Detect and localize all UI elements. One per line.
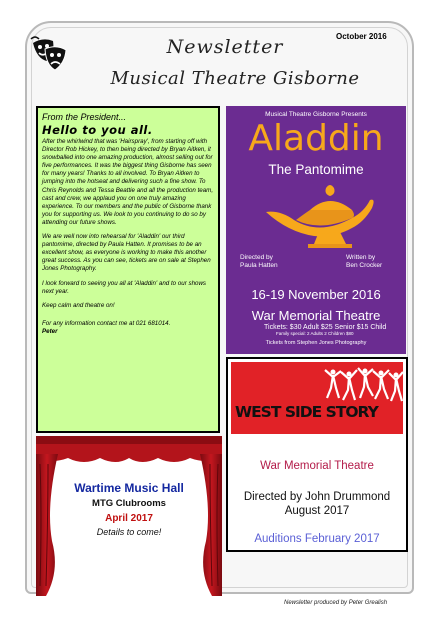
wss-director: Directed by John Drummond August 2017 xyxy=(243,491,391,517)
organisation-title: Musical Theatre Gisborne xyxy=(110,68,360,89)
aladdin-presents: Musical Theatre Gisborne Presents xyxy=(265,111,367,118)
wss-venue: War Memorial Theatre xyxy=(260,460,374,472)
magic-lamp-icon xyxy=(260,182,380,250)
aladdin-ticket-prices: Tickets: $30 Adult $25 Senior $15 Child xyxy=(264,324,387,331)
dancers-silhouette-icon xyxy=(323,366,403,406)
wartime-details: Details to come! xyxy=(96,527,162,537)
aladdin-venue: War Memorial Theatre xyxy=(251,308,381,323)
wss-auditions: Auditions February 2017 xyxy=(254,533,380,545)
president-heading: From the President... xyxy=(42,112,127,122)
west-side-story-box xyxy=(226,357,408,552)
president-paragraph: We are well now into rehearsal for 'Aladdin' our third pantomime, directed by Paula Hatten. It promises to be an excellent show, as everyone is working to make this another great success. As you can see, tickets are on sale at Stephen Jones Photography. xyxy=(42,233,211,273)
wartime-venue: MTG Clubrooms xyxy=(92,498,166,509)
president-contact: For any information contact me at 021 681014. xyxy=(42,319,171,327)
president-paragraph: I look forward to seeing you all at 'Aladdin' and to our shows next year. xyxy=(42,279,207,295)
newsletter-title: Newsletter xyxy=(166,36,284,58)
west-side-story-banner xyxy=(231,362,403,434)
aladdin-family-special: Family special: 2 Adults 2 Children $80 xyxy=(276,331,354,336)
aladdin-subtitle: The Pantomime xyxy=(268,162,364,177)
wartime-date: April 2017 xyxy=(105,513,153,524)
wartime-title: Wartime Music Hall xyxy=(74,481,184,495)
aladdin-director: Directed by Paula Hatten xyxy=(240,254,278,269)
president-signature: Peter xyxy=(42,327,58,335)
president-paragraph: After the whirlwind that was 'Hairspray', from starting off with Director Rob Hickey, to then being directed by Bryan Aitken, it snowballed into one amazing production, almost selling out for five performances. It was the biggest thing Gisborne has seen for many years! Thanks to all involved. To Bryan Aitken to jumping into the hotseat and delivering such a fine show. To Chris Reynolds and Tessa Beattie and all the production team, cast and crew, we applaud you on one truly amazing experience. To our members and the public of Gisborne thank you for supporting us. We look to you continuing to do so by attending our future shows. xyxy=(42,138,214,226)
theatre-masks-logo-icon xyxy=(29,35,69,73)
aladdin-writer: Written by Ben Crocker xyxy=(346,254,383,269)
president-letter xyxy=(36,106,220,433)
aladdin-poster xyxy=(226,106,406,354)
aladdin-dates: 16-19 November 2016 xyxy=(251,287,381,302)
aladdin-title: Aladdin xyxy=(248,118,384,159)
aladdin-tickets-from: Tickets from Stephen Jones Photography xyxy=(265,340,367,346)
president-greeting: Hello to you all. xyxy=(42,123,153,137)
issue-date: October 2016 xyxy=(336,32,387,41)
west-side-story-logo: WEST SIDE STORY xyxy=(235,403,378,421)
wartime-music-hall xyxy=(36,436,222,596)
president-paragraph: Keep calm and theatre on! xyxy=(42,301,115,309)
newsletter-credit: Newsletter produced by Peter Grealish xyxy=(284,600,388,606)
